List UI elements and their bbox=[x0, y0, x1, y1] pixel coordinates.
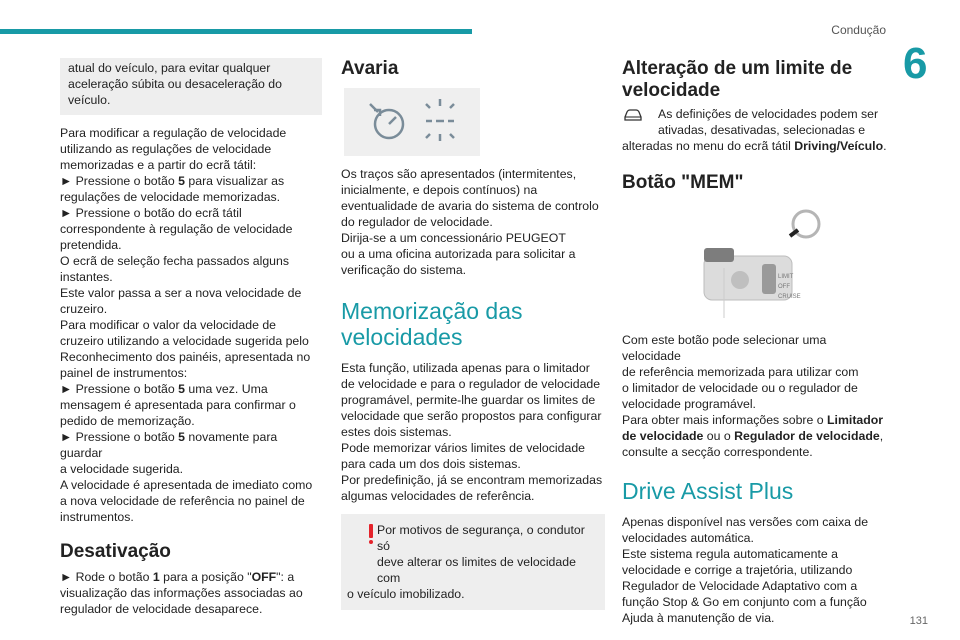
text-line: a nova velocidade de referência no painel de bbox=[60, 494, 305, 508]
modify-speed-section bbox=[60, 125, 322, 525]
text-fragment: , bbox=[879, 429, 884, 443]
text-line: Ajuda à manutenção de via. bbox=[622, 611, 775, 625]
text-fragment: ► Pressione o botão bbox=[60, 174, 179, 188]
text-line: para cada um dos dois sistemas. bbox=[341, 457, 521, 471]
chapter-number: 6 bbox=[903, 39, 928, 88]
warning-exclamation-icon bbox=[369, 524, 373, 542]
text-line: estes dois sistemas. bbox=[341, 425, 452, 439]
text-line: de velocidade e para o regulador de velocidade bbox=[341, 377, 601, 391]
text-line: Por motivos de segurança, o condutor só bbox=[377, 523, 585, 553]
text-line: de referência memorizada para utilizar com bbox=[622, 365, 859, 379]
text-line: Com este botão pode selecionar uma velocidade bbox=[622, 333, 827, 363]
button-ref: 1 bbox=[152, 570, 160, 584]
text-line: velocidade programável. bbox=[622, 397, 756, 411]
text-line bbox=[622, 138, 888, 154]
drive-assist-text bbox=[622, 514, 888, 626]
button-ref: 5 bbox=[178, 430, 185, 444]
topic-ref: de velocidade bbox=[622, 429, 704, 443]
text-line: deve alterar os limites de velocidade com bbox=[377, 555, 576, 585]
step-line bbox=[60, 569, 322, 585]
chapter-title: Condução bbox=[831, 23, 886, 37]
section-title-memorizacao bbox=[341, 298, 605, 350]
alteration-text bbox=[622, 106, 888, 154]
page-number: 131 bbox=[909, 615, 928, 627]
text-line: regulador de velocidade desaparece. bbox=[60, 602, 263, 616]
text-fragment: para a posição " bbox=[159, 570, 252, 584]
text-line: Por predefinição, já se encontram memorizadas bbox=[341, 473, 603, 487]
text-line: Este valor passa a ser a nova velocidade de bbox=[60, 286, 302, 300]
text-line: cruzeiro. bbox=[60, 302, 108, 316]
text-line: correspondente à regulação de velocidade bbox=[60, 222, 293, 236]
text-line: Apenas disponível nas versões com caixa de bbox=[622, 515, 869, 529]
continued-note-box bbox=[60, 58, 322, 115]
text-line: função Stop & Go em conjunto com a função bbox=[622, 595, 867, 609]
stalk-label-limit: LIMIT bbox=[778, 274, 794, 280]
text-line: cruzeiro utilizando a velocidade sugerida pelo bbox=[60, 334, 309, 348]
text-fragment: para visualizar as bbox=[184, 174, 285, 188]
text-line: do regulador de velocidade. bbox=[341, 215, 493, 229]
text-line: velocidade que serão propostos para configurar bbox=[341, 409, 602, 423]
text-fragment: Para obter mais informações sobre o bbox=[622, 413, 828, 427]
title-line: Memorização das bbox=[341, 298, 523, 324]
text-line: As definições de velocidades podem ser bbox=[658, 107, 879, 121]
text-line: o veículo imobilizado. bbox=[347, 587, 465, 601]
text-fragment: . bbox=[883, 139, 887, 153]
text-line: memorizadas e a partir do ecrã tátil: bbox=[60, 158, 257, 172]
text-line: Os traços são apresentados (intermitentes, bbox=[341, 167, 577, 181]
title-line: Alteração de um limite de bbox=[622, 58, 853, 79]
section-title-avaria: Avaria bbox=[341, 58, 399, 79]
memorization-text bbox=[341, 360, 605, 504]
text-fragment: ": a bbox=[276, 570, 295, 584]
text-line: instantes. bbox=[60, 270, 113, 284]
button-ref: 5 bbox=[178, 382, 185, 396]
stalk-label-cruise: CRUISE bbox=[778, 294, 801, 300]
text-fragment: ou o bbox=[703, 429, 735, 443]
text-line: velocidades automática. bbox=[622, 531, 754, 545]
text-line: O ecrã de seleção fecha passados alguns bbox=[60, 254, 290, 268]
text-line: programável, permite-lhe guardar os limites de bbox=[341, 393, 596, 407]
topic-ref: Limitador bbox=[827, 413, 884, 427]
text-line: Dirija-se a um concessionário PEUGEOT bbox=[341, 231, 566, 245]
step-line bbox=[60, 381, 322, 397]
text-fragment: ► Pressione o botão bbox=[60, 430, 179, 444]
column-2 bbox=[341, 58, 605, 610]
text-fragment: ► Pressione o botão bbox=[60, 382, 179, 396]
text-fragment: alteradas no menu do ecrã tátil bbox=[622, 139, 795, 153]
text-line: pedido de memorização. bbox=[60, 414, 195, 428]
text-line: Esta função, utilizada apenas para o limitador bbox=[341, 361, 590, 375]
car-icon bbox=[622, 106, 656, 122]
text-line bbox=[622, 412, 888, 428]
stalk-label-off: OFF bbox=[778, 284, 790, 290]
mem-button-text bbox=[622, 332, 888, 460]
text-line: algumas velocidades de referência. bbox=[341, 489, 535, 503]
text-line: pretendida. bbox=[60, 238, 122, 252]
text-line: verificação do sistema. bbox=[341, 263, 467, 277]
step-line: ► Pressione o botão do ecrã tátil bbox=[60, 206, 242, 220]
section-title-mem-button: Botão "MEM" bbox=[622, 172, 744, 193]
topic-ref: Regulador de velocidade bbox=[734, 429, 880, 443]
text-line: Pode memorizar vários limites de velocidade bbox=[341, 441, 585, 455]
fault-display-illustration bbox=[344, 88, 480, 156]
section-title-drive-assist: Drive Assist Plus bbox=[622, 478, 794, 504]
menu-ref: Driving/Veículo bbox=[794, 139, 884, 153]
text-line: mensagem é apresentada para confirmar o bbox=[60, 398, 296, 412]
steering-stalk-icon bbox=[686, 208, 826, 326]
header-accent-bar bbox=[0, 29, 472, 34]
text-line: regulações de velocidade memorizadas. bbox=[60, 190, 281, 204]
text-fragment: uma vez. Uma bbox=[184, 382, 268, 396]
text-line: eventualidade de avaria do sistema de controlo bbox=[341, 199, 599, 213]
column-3 bbox=[622, 58, 888, 626]
title-line: velocidade bbox=[622, 80, 721, 101]
text-line: o limitador de velocidade ou o regulador de bbox=[622, 381, 858, 395]
text-line: Para modificar a regulação de velocidade bbox=[60, 126, 287, 140]
step-line bbox=[60, 429, 322, 461]
text-line: Regulador de Velocidade Adaptativo com a bbox=[622, 579, 858, 593]
text-line: Reconhecimento dos painéis, apresentada no bbox=[60, 350, 311, 364]
text-line: Para modificar o valor da velocidade de bbox=[60, 318, 277, 332]
text-fragment: ► Rode o botão bbox=[60, 570, 153, 584]
fault-text bbox=[341, 166, 605, 278]
position-ref: OFF bbox=[251, 570, 277, 584]
text-line: Este sistema regula automaticamente a bbox=[622, 547, 838, 561]
text-line: visualização das informações associadas ao bbox=[60, 586, 303, 600]
text-line: velocidade e corrige a trajetória, utilizando bbox=[622, 563, 853, 577]
text-line: instrumentos. bbox=[60, 510, 134, 524]
title-line: velocidades bbox=[341, 324, 463, 350]
button-ref: 5 bbox=[178, 174, 185, 188]
text-line: painel de instrumentos: bbox=[60, 366, 188, 380]
continued-note-text: atual do veículo, para evitar qualquer aceleração súbita ou desaceleração do veículo. bbox=[68, 61, 282, 107]
text-line bbox=[622, 428, 888, 444]
text-line: utilizando as regulações de velocidade bbox=[60, 142, 272, 156]
section-title-alteracao bbox=[622, 58, 888, 102]
text-line: inicialmente, e depois contínuos) na bbox=[341, 183, 538, 197]
section-title-desativacao: Desativação bbox=[60, 541, 171, 562]
text-line: ativadas, desativadas, selecionadas e bbox=[658, 123, 866, 137]
mem-button-illustration bbox=[686, 208, 826, 326]
text-line: ou a uma oficina autorizada para solicitar a bbox=[341, 247, 576, 261]
step-line bbox=[60, 173, 322, 189]
text-fragment: novamente para guardar bbox=[60, 430, 278, 460]
column-1 bbox=[60, 58, 322, 617]
safety-warning-box bbox=[341, 514, 605, 610]
text-line: consulte a secção correspondente. bbox=[622, 445, 813, 459]
text-line: a velocidade sugerida. bbox=[60, 462, 184, 476]
text-line: A velocidade é apresentada de imediato como bbox=[60, 478, 313, 492]
deactivation-section bbox=[60, 569, 322, 617]
speedometer-dashes-icon bbox=[344, 88, 480, 156]
